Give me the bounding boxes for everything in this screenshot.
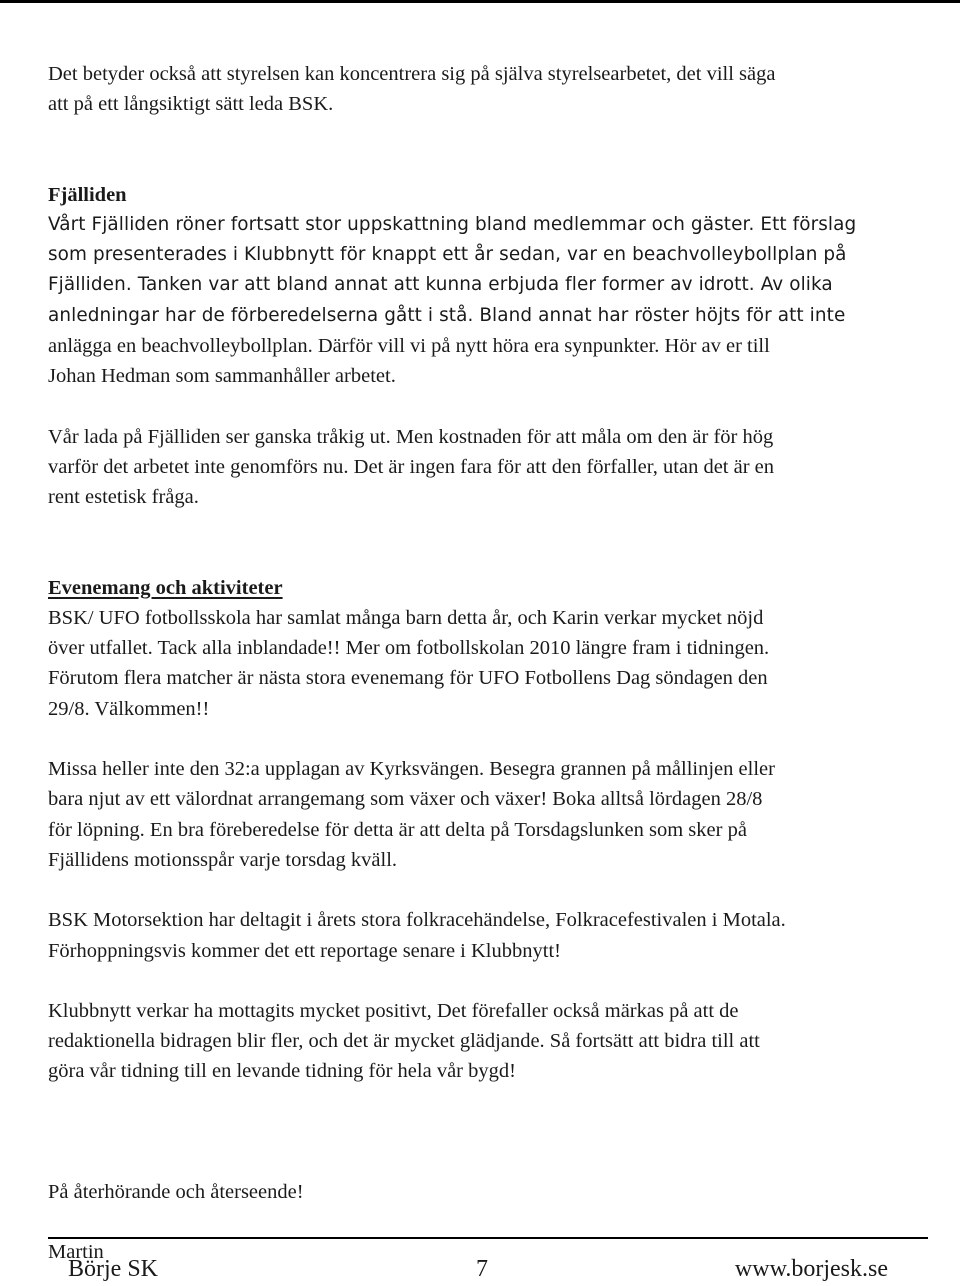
intro-line: Det betyder också att styrelsen kan koncentrera sig på själva styrelsearbetet, det vill säga — [48, 63, 776, 85]
intro-line: att på ett långsiktigt sätt leda BSK. — [48, 93, 334, 116]
text-line: BSK/ UFO fotbollsskola har samlat många barn detta år, och Karin verkar mycket nöjd — [48, 606, 764, 629]
text-line: Klubbnytt verkar ha mottagits mycket positivt, Det förefaller också märkas på att de — [48, 999, 739, 1022]
spacer — [48, 966, 928, 996]
spacer — [48, 724, 928, 754]
paragraph-events-4 — [48, 996, 928, 1087]
footer-website: www.borjesk.se — [734, 1256, 888, 1282]
text-line: Förhoppningsvis kommer det ett reportage senare i Klubbnytt! — [48, 939, 561, 962]
text-line: Johan Hedman som sammanhåller arbetet. — [48, 365, 396, 388]
section-heading-events: Evenemang och aktiviteter — [48, 576, 283, 599]
spacer — [48, 1087, 928, 1147]
signature: Martin — [48, 1241, 104, 1264]
text-line: göra vår tidning till en levande tidning för hela vår bygd! — [48, 1060, 516, 1083]
text-line: Förutom flera matcher är nästa stora evenemang för UFO Fotbollens Dag söndagen den — [48, 667, 768, 690]
top-rule — [0, 0, 960, 3]
text-line: varför det arbetet inte genomförs nu. Det är ingen fara för att den förfaller, utan det är en — [48, 455, 775, 478]
text-line: över utfallet. Tack alla inblandade!! Mer om fotbollskolan 2010 längre fram i tidningen. — [48, 637, 770, 660]
paragraph-events-1 — [48, 603, 928, 724]
text-line: rent estetisk fråga. — [48, 486, 199, 509]
text-line: Fjällidens motionsspår varje torsdag kväll. — [48, 848, 398, 871]
spacer — [48, 392, 928, 422]
text-line: bara njut av ett välordnat arrangemang som växer och växer! Boka alltså lördagen 28/8 — [48, 788, 763, 811]
text-line: Missa heller inte den 32:a upplagan av Kyrksvängen. Besegra grannen på mållinjen eller — [48, 758, 775, 781]
spacer — [48, 120, 928, 180]
section-heading-fjalliden: Fjälliden — [48, 183, 127, 206]
footer-page-number: 7 — [476, 1256, 488, 1282]
text-line: redaktionella bidragen blir fler, och det är mycket glädjande. Så fortsätt att bidra till att — [48, 1030, 760, 1053]
spacer — [48, 1147, 928, 1177]
paragraph-fjalliden-2 — [48, 422, 928, 513]
paragraph-fjalliden-1 — [48, 210, 928, 331]
page-content — [48, 59, 928, 1267]
text-line: som presenterades i Klubbnytt för knappt ett år sedan, var en beachvolleybollplan på — [48, 244, 847, 266]
text-line: anledningar har de förberedelserna gått i stå. Bland annat har röster höjts för att inte — [48, 304, 846, 326]
footer-rule — [48, 1237, 928, 1239]
text-line: Fjälliden. Tanken var att bland annat att kunna erbjuda fler former av idrott. Av olika — [48, 274, 833, 296]
footer-club-name: Börje SK — [68, 1256, 158, 1282]
spacer — [48, 513, 928, 573]
text-line: för löpning. En bra föreberedelse för detta är att delta på Torsdagslunken som sker på — [48, 818, 747, 841]
spacer — [48, 875, 928, 905]
page-footer — [48, 1252, 888, 1286]
spacer — [48, 1207, 928, 1237]
text-line: Vårt Fjälliden röner fortsatt stor uppskattning bland medlemmar och gäster. Ett förslag — [48, 213, 857, 235]
paragraph-events-2 — [48, 754, 928, 875]
text-line: 29/8. Välkommen!! — [48, 697, 210, 720]
paragraph-events-3 — [48, 905, 928, 966]
text-line: BSK Motorsektion har deltagit i årets stora folkracehändelse, Folkracefestivalen i Motala. — [48, 909, 786, 932]
text-line: anlägga en beachvolleybollplan. Därför vill vi på nytt höra era synpunkter. Hör av er till — [48, 335, 770, 358]
farewell: På återhörande och återseende! — [48, 1180, 304, 1203]
text-line: Vår lada på Fjälliden ser ganska tråkig ut. Men kostnaden för att måla om den är för hög — [48, 425, 774, 448]
